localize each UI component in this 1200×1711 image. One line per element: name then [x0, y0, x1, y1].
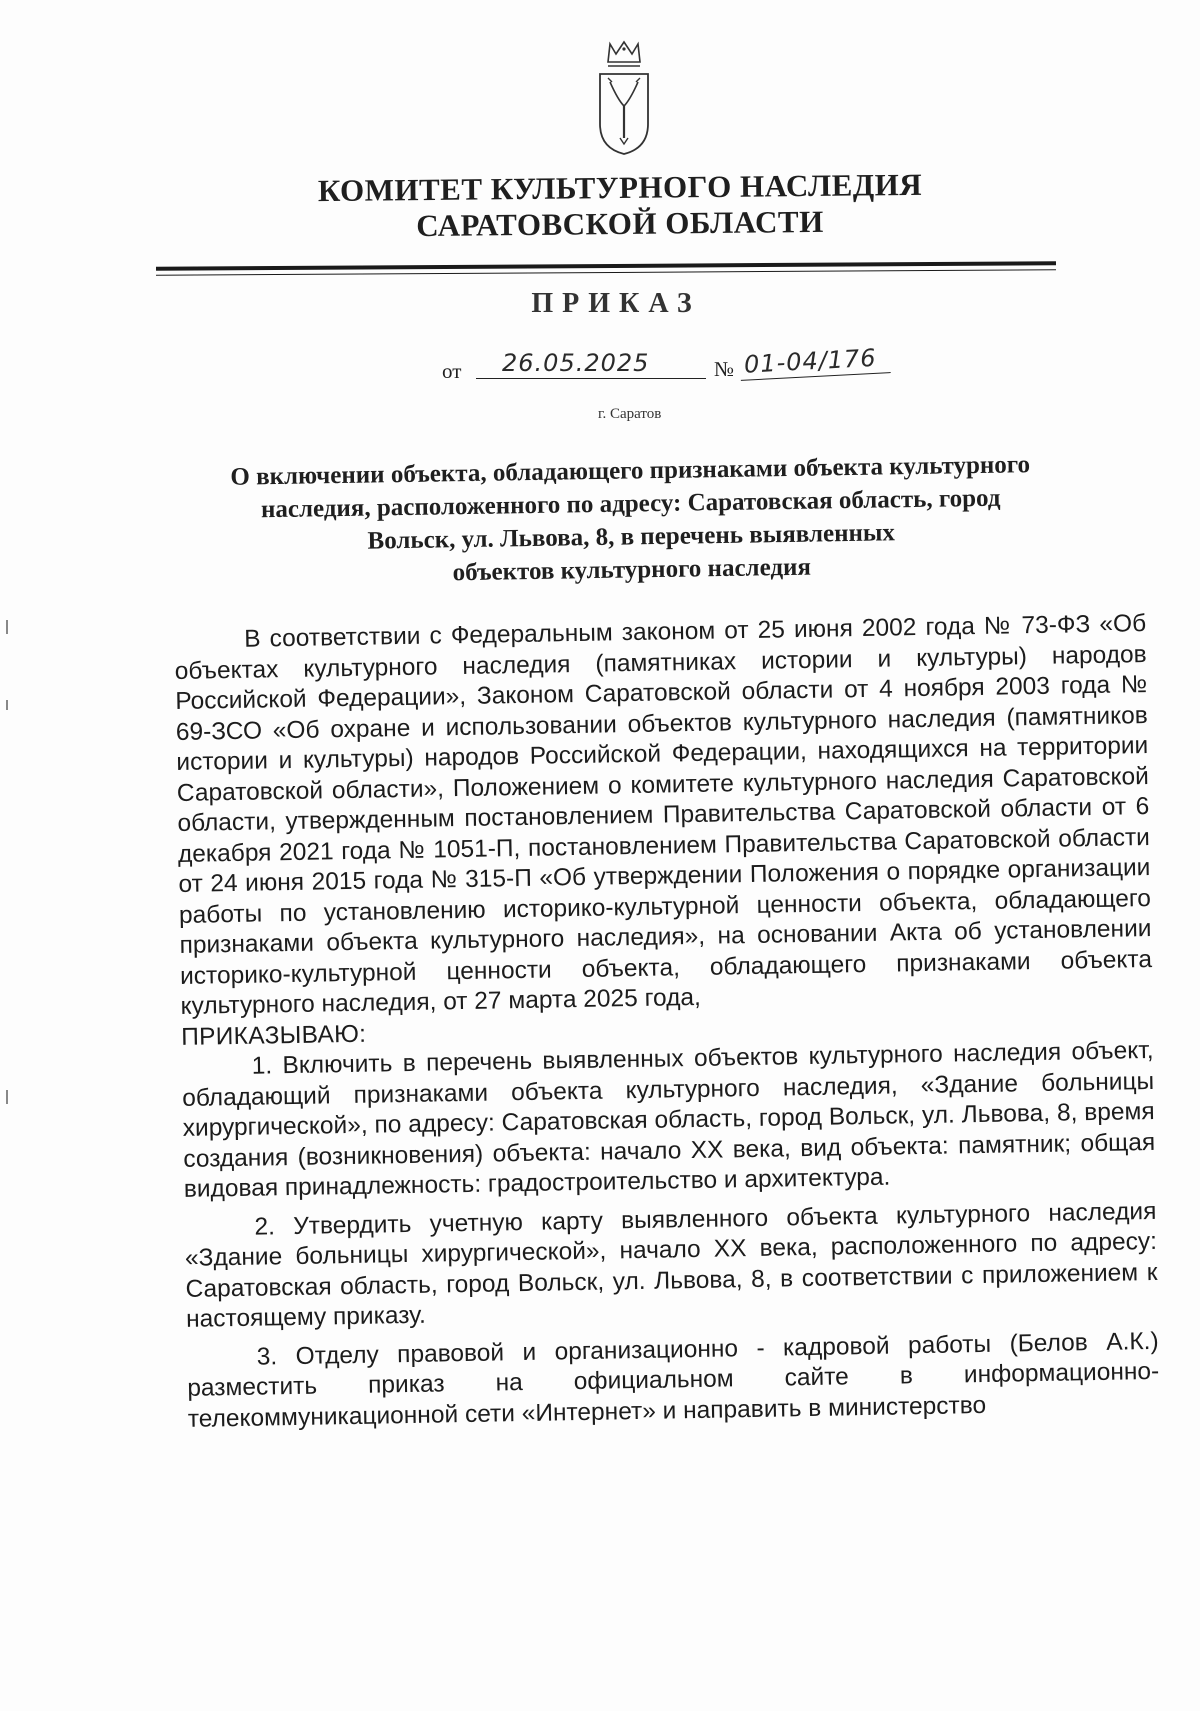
document-type-heading: ПРИКАЗ — [531, 288, 701, 319]
order-title-line2: наследия, расположенного по адресу: Саратовская область, город — [260, 484, 1001, 524]
order-title-line1: О включении объекта, обладающего признаками объекта культурного — [230, 451, 1031, 491]
orders-word: ПРИКАЗЫВАЮ: — [180, 1020, 367, 1051]
order-date-number-row — [440, 345, 900, 385]
order-date-value: 26.05.2025 — [476, 349, 706, 379]
city-label: г. Саратов — [598, 406, 662, 422]
organization-name-line2: САРАТОВСКОЙ ОБЛАСТИ — [416, 203, 824, 244]
order-number-value: 01-04/176 — [739, 343, 890, 381]
date-label: от — [442, 359, 462, 383]
saratov-coat-of-arms-icon — [596, 40, 652, 158]
order-item-2: 2. Утвердить учетную карту выявленного объекта культурного наследия «Здание больницы хирургической», начало XX века, расположенного по адресу: Саратовская область, город Вольск, ул. Львова, 8, в соответствии с приложением к настоящему приказу. — [184, 1197, 1158, 1333]
order-title — [150, 447, 1112, 594]
preamble-paragraph: В соответствии с Федеральным законом от 25 июня 2002 года № 73-ФЗ «Об объектах культурного наследия (памятниках истории и культуры) народов Российской Федерации», Законом Саратовской области от 4 ноября 2003 года № 69-ЗСО «Об охране и использовании объектов культурного наследия (памятников истории и культуры) народов Российской Федерации, находящихся на территории Саратовской области», Положением о комитете культурного наследия Саратовской области, утвержденным постановлением Правительства Саратовской области от 6 декабря 2021 года № 1051-П, постановлением Правительства Саратовской области от 24 июня 2015 года № 315-П «Об утверждении Положения о порядке организации работы по установлению историко-культурной ценности объекта, обладающего признаками объекта культурного наследия», на основании Акта об установлении историко-культурной ценности объекта, обладающего признаками объекта культурного наследия, от 27 марта 2025 года, — [174, 610, 1153, 1020]
organization-name-line1: КОМИТЕТ КУЛЬТУРНОГО НАСЛЕДИЯ — [317, 166, 923, 209]
order-body — [174, 609, 1160, 1435]
scan-edge-mark — [6, 620, 8, 634]
order-item-1: 1. Включить в перечень выявленных объектов культурного наследия объект, обладающий признаками объекта культурного наследия, «Здание больницы хирургической», по адресу: Саратовская область, город Вольск, ул. Львова, 8, время создания (возникновения) объекта: начало XX века, вид объекта: памятник; общая видовая принадлежность: градостроительство и архитектура. — [182, 1036, 1156, 1203]
scan-edge-mark — [6, 700, 8, 710]
header-divider-thin — [156, 269, 1056, 275]
order-item-3: 3. Отделу правовой и организационно - кадровой работы (Белов А.К.) разместить приказ на официальном сайте в информационно-телекоммуникационной сети «Интернет» и направить в министерство — [187, 1327, 1160, 1433]
number-label: № — [714, 357, 735, 381]
order-title-line4: объектов культурного наследия — [452, 553, 812, 587]
order-title-line3: Вольск, ул. Львова, 8, в перечень выявленных — [367, 519, 896, 555]
scan-edge-mark — [6, 1090, 8, 1104]
